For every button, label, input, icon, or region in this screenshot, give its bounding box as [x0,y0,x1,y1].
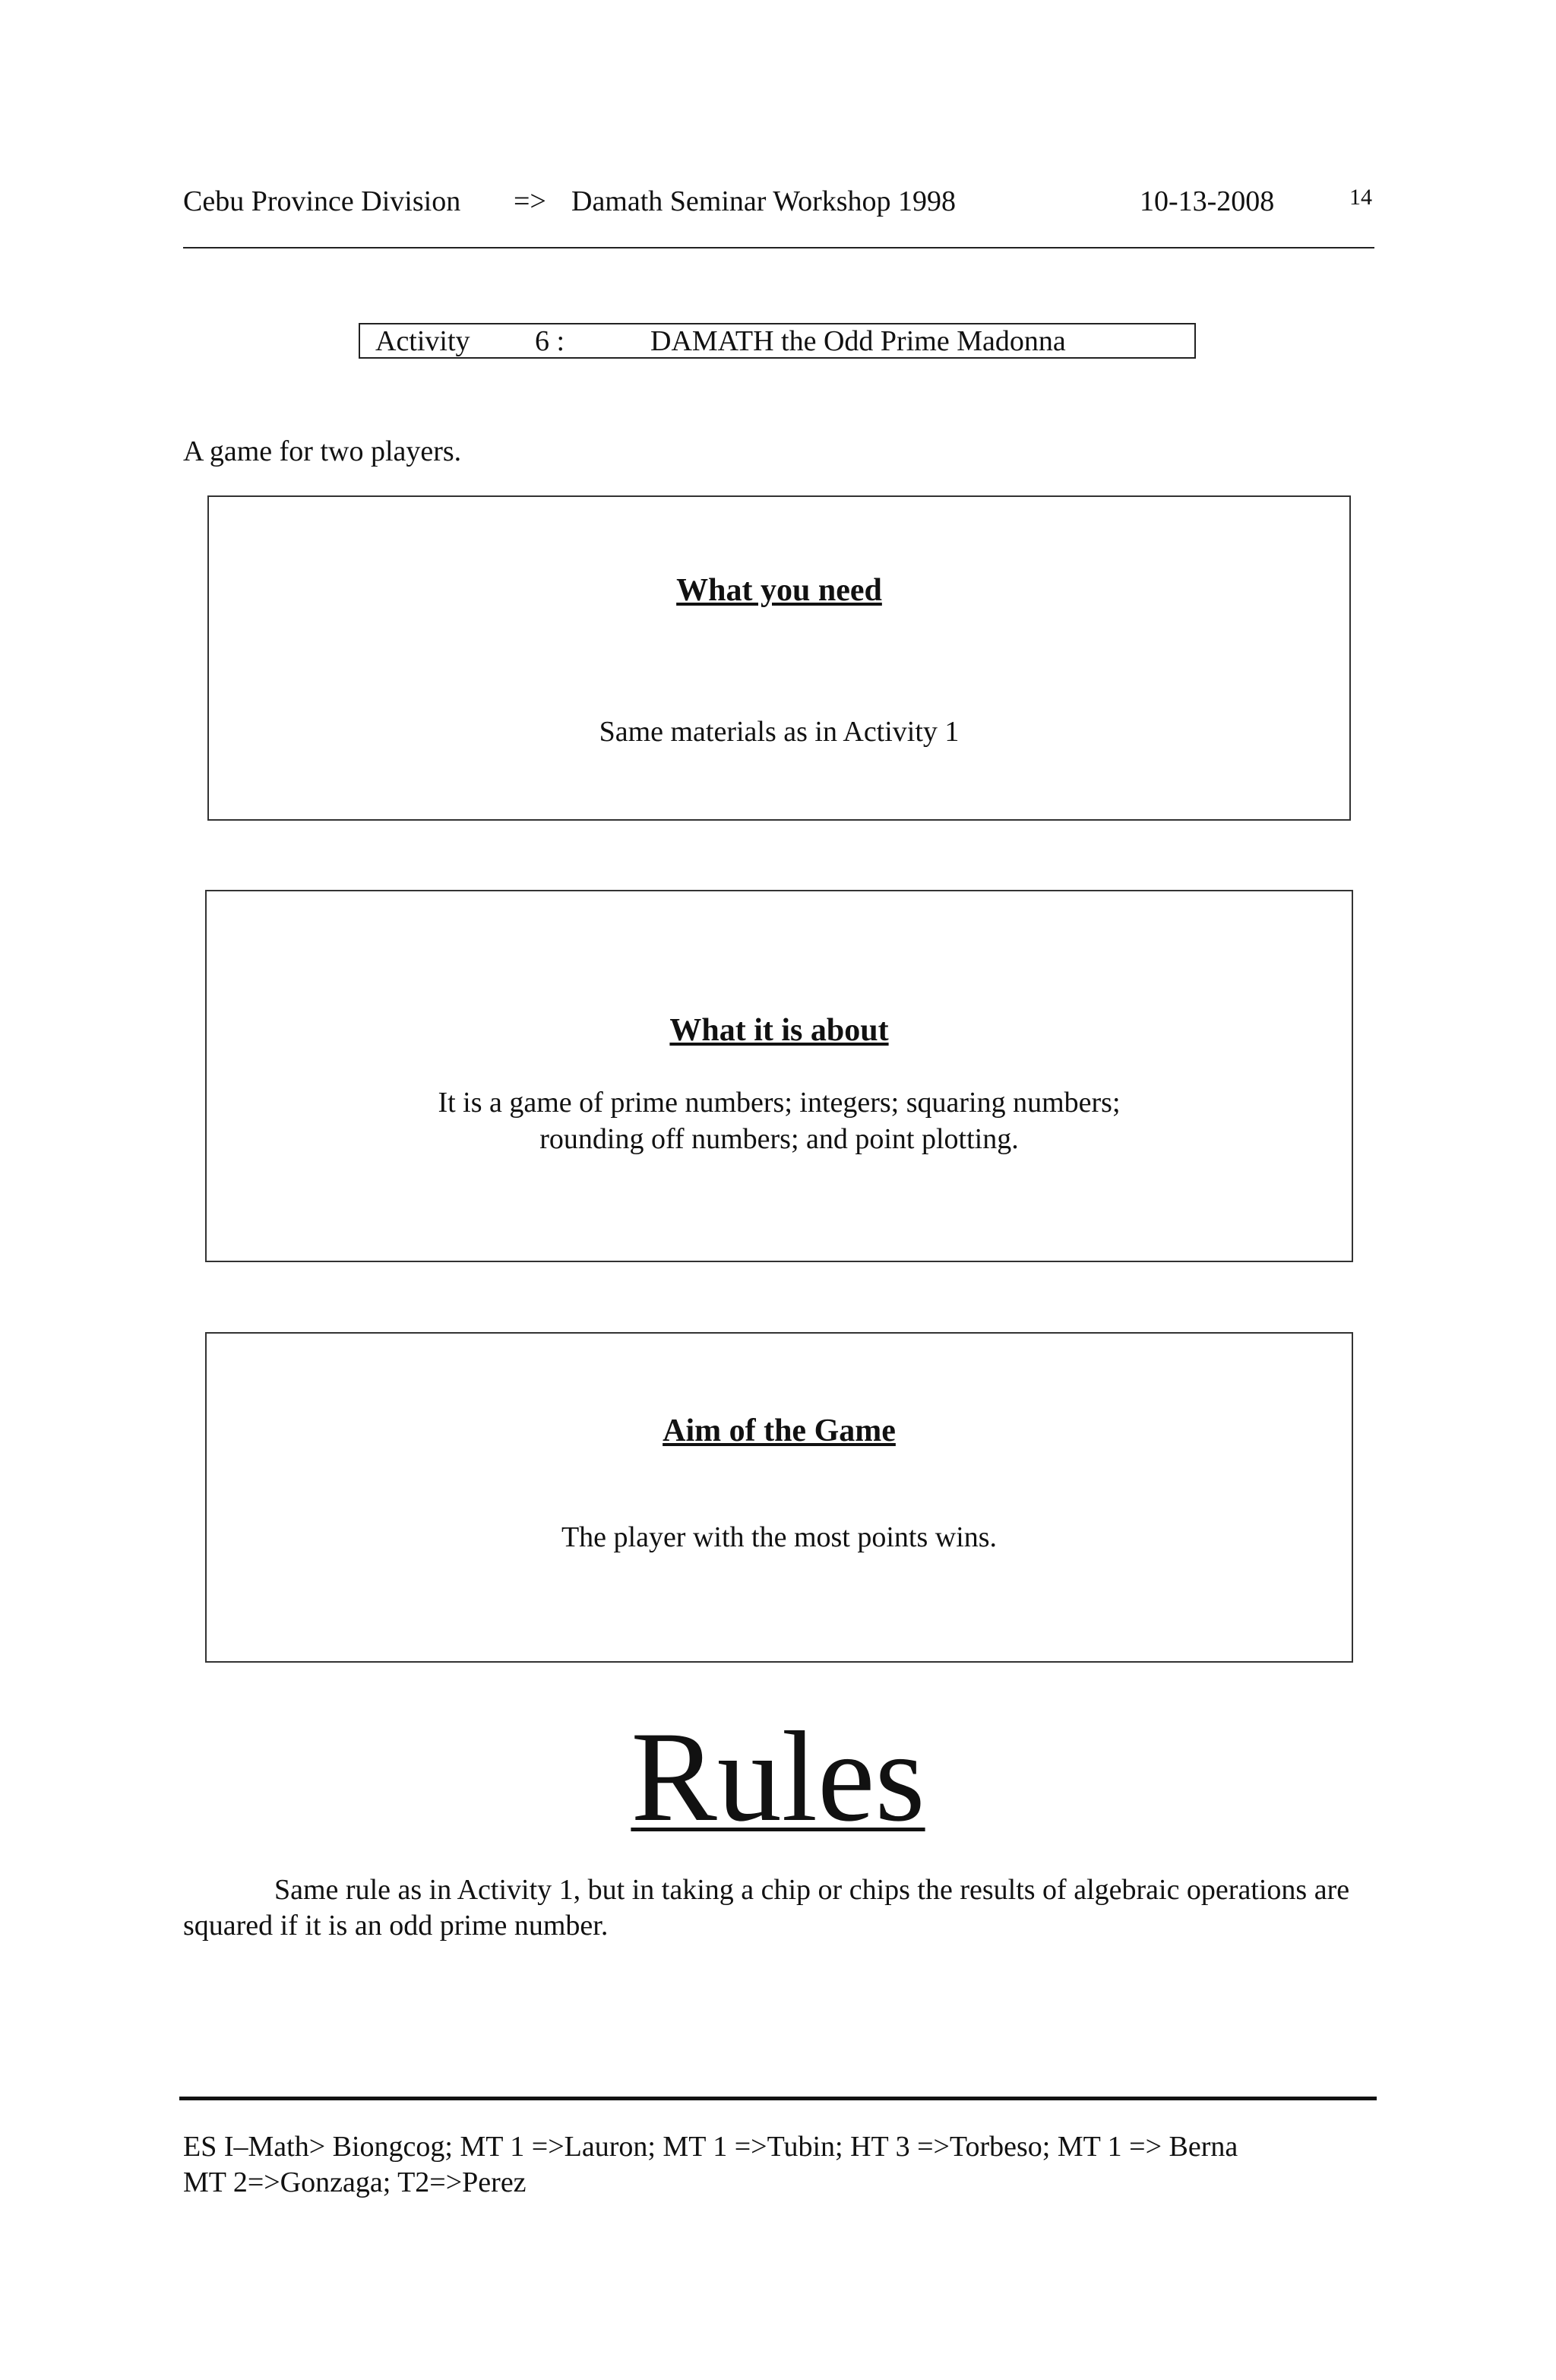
what-you-need-heading: What you need [676,573,882,608]
what-it-is-about-text [207,1084,1352,1157]
footer-credits-line-2: MT 2=>Gonzaga; T2=>Perez [183,2166,527,2198]
footer-credits-line-1: ES I–Math> Biongcog; MT 1 =>Lauron; MT 1 =>Tubin; HT 3 =>Torbeso; MT 1 => Berna [183,2131,1238,2163]
activity-title: DAMATH the Odd Prime Madonna [650,325,1066,357]
footer-divider [179,2097,1377,2100]
what-you-need-text: Same materials as in Activity 1 [599,716,960,748]
aim-of-the-game-box [205,1332,1353,1663]
activity-label: Activity [375,325,470,357]
header-workshop-title: Damath Seminar Workshop 1998 [571,185,957,217]
about-text-line-2: rounding off numbers; and point plotting. [539,1123,1019,1155]
header-division: Cebu Province Division [183,185,461,217]
rules-title: Rules [631,1705,925,1848]
header-arrow: => [514,185,546,217]
about-text-line-1: It is a game of prime numbers; integers; squaring numbers; [438,1087,1121,1119]
activity-number: 6 : [535,325,565,357]
header-date: 10-13-2008 [1140,185,1275,217]
aim-of-the-game-text: The player with the most points wins. [561,1521,998,1553]
aim-of-the-game-heading: Aim of the Game [663,1413,896,1448]
page-number: 14 [1349,185,1372,210]
rules-text: Same rule as in Activity 1, but in taking a chip or chips the results of algebraic operations are squared if it is an odd prime number. [183,1874,1350,1942]
intro-text: A game for two players. [183,435,462,467]
what-you-need-box [207,495,1351,821]
header-divider [183,247,1374,248]
what-it-is-about-heading: What it is about [669,1013,889,1048]
activity-title-box [359,323,1196,359]
what-it-is-about-box [205,890,1353,1262]
